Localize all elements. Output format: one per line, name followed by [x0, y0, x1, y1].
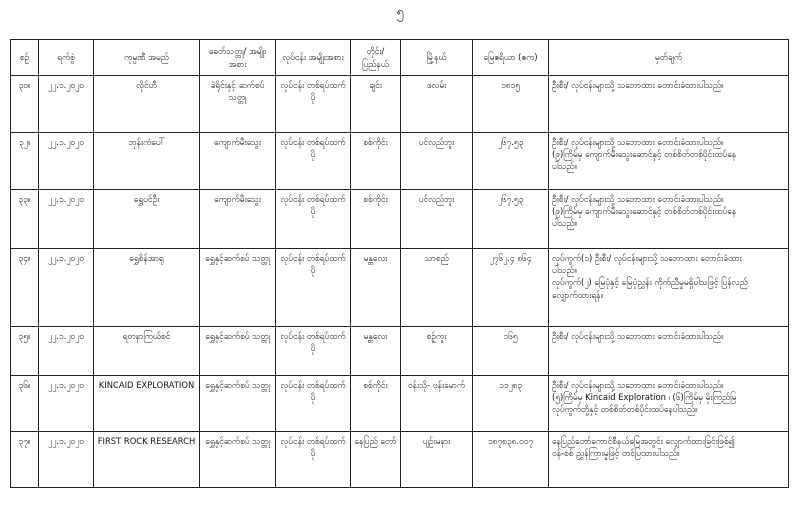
cell-date: ၂၂.၁.၂၀၂၀	[39, 432, 94, 488]
remark-line: လျှောက်ထားရန်။	[552, 289, 604, 300]
cell-date: ၂၂.၁.၂၀၂၀	[39, 249, 94, 327]
remark-line: ဦးစီး/ လုပ်ငန်းများသို့ သဘောထား တောင်းခံထားပါသည်။	[552, 331, 724, 341]
table-row	[11, 76, 789, 133]
cell-area: ၂၇၆၂.၄ ၈၆၄	[473, 249, 549, 327]
applications-table	[10, 39, 789, 488]
cell-region: မန္တလေး	[351, 249, 401, 327]
cell-company: ရတနာကြယ်စင်	[94, 327, 200, 376]
cell-remarks	[549, 76, 789, 133]
header-no: စဉ်	[11, 40, 39, 76]
cell-township: စဉ့်ကူး	[401, 327, 473, 376]
cell-mineral: ရွှေနှင့်ဆက်စပ် သတ္တု	[200, 249, 276, 327]
cell-area: ၁၈၁၅	[473, 76, 549, 133]
table-row	[11, 376, 789, 432]
cell-township: သာစည်	[401, 249, 473, 327]
header-row	[11, 40, 789, 76]
cell-no: ၃၂။	[11, 133, 39, 190]
cell-area: ၁၆၅	[473, 327, 549, 376]
cell-work-type: လုပ်ငန်း တစ်ရပ်ထက်ပို	[276, 76, 351, 133]
cell-no: ၃၄။	[11, 249, 39, 327]
cell-company: ရွှေပင်ဦး	[94, 190, 200, 249]
cell-region: စစ်ကိုင်း	[351, 190, 401, 249]
cell-remarks	[549, 249, 789, 327]
cell-date: ၂၂.၁.၂၀၂၀	[39, 190, 94, 249]
header-company: ကုမ္ပဏီ အမည်	[94, 40, 200, 76]
remark-line: (၉)ကြိမ်မှ ကျောက်မီးသွေးဆောင်နှင့် တစ်စိတ်တစ်ပိုင်းထပ်နေ	[552, 149, 737, 160]
cell-work-type: လုပ်ငန်း တစ်ရပ်ထက်ပို	[276, 376, 351, 432]
cell-region: ချင်း	[351, 76, 401, 133]
cell-mineral: ခဲရိုင်းနှင့် ဆက်စပ်သတ္တု	[200, 76, 276, 133]
cell-company: FIRST ROCK RESEARCH	[94, 432, 200, 488]
cell-area: ၂၆၇.၅၃	[473, 190, 549, 249]
cell-no: ၃၇။	[11, 432, 39, 488]
cell-remarks	[549, 376, 789, 432]
remark-line: ပါသည်။	[552, 218, 577, 229]
cell-mineral: ကျောက်မီးသွေး	[200, 133, 276, 190]
remark-line: ဦးစီး/ လုပ်ငန်းများသို့ သဘောထား တောင်းခံထားပါသည်။	[552, 194, 724, 204]
remark-line: (၉)ကြိမ်မှ ကျောက်မီးသွေးဆောင်နှင့် တစ်စိတ်တစ်ပိုင်းထပ်နေ	[552, 206, 737, 217]
page-number: ၅	[396, 5, 404, 20]
cell-township: ဖလမ်း	[401, 76, 473, 133]
cell-company: ဘုန်းကံပေါ်	[94, 133, 200, 190]
cell-date: ၂၂.၁.၂၀၂၀	[39, 327, 94, 376]
cell-no: ၃၀။	[11, 76, 39, 133]
cell-township: ဝန်းသို- ဗန်းမောက်	[401, 376, 473, 432]
remark-line: လုပ်ကွက်တို့နှင့် တစ်စိတ်တစ်ပိုင်းထပ်နေပါသည်။	[552, 404, 698, 415]
cell-remarks	[549, 327, 789, 376]
cell-region: စစ်ကိုင်း	[351, 376, 401, 432]
cell-mineral: ရွှေနှင့်ဆက်စပ် သတ္တု	[200, 376, 276, 432]
header-region: တိုင်း/ ပြည်နယ်	[351, 40, 401, 76]
remark-line: (၅)ကြိမ်မှ Kincaid Exploration ၊ (၆)ကြိမ်မှ မိုးကြည်မြ	[552, 392, 737, 403]
remark-line: ဝန်-စစ် ညွှန်ကြားမှုဖြင့် တင်ပြထားပါသည်။	[552, 448, 680, 459]
remark-line: ဦးစီး/ လုပ်ငန်းများသို့ သဘောထား တောင်းခံထားပါသည်။	[552, 80, 724, 90]
cell-work-type: လုပ်ငန်း တစ်ရပ်ထက်ပို	[276, 190, 351, 249]
cell-area: ၂၆၇.၅၃	[473, 133, 549, 190]
cell-company: KINCAID EXPLORATION	[94, 376, 200, 432]
cell-company: ရွှေစိန်အာရု	[94, 249, 200, 327]
cell-work-type: လုပ်ငန်း တစ်ရပ်ထက်ပို	[276, 249, 351, 327]
remark-line: လုပ်ကွက်(၂) မြေပုံနှင့် မြေပုံညွှန်း ကိုက်ညီမှုမရှိပါသဖြင့် ပြန်လည်	[552, 277, 748, 288]
cell-work-type: လုပ်ငန်း တစ်ရပ်ထက်ပို	[276, 432, 351, 488]
cell-mineral: ကျောက်မီးသွေး	[200, 190, 276, 249]
table-row	[11, 327, 789, 376]
table-row	[11, 190, 789, 249]
cell-date: ၂၂.၁.၂၀၂၀	[39, 376, 94, 432]
remark-line: ဦးစီး/ လုပ်ငန်းများသို့ သဘောထား တောင်းခံထားပါသည်။	[552, 380, 724, 390]
cell-remarks	[549, 432, 789, 488]
cell-township: ပင်လည်ဘူး	[401, 133, 473, 190]
cell-mineral: ရွှေနှင့်ဆက်စပ် သတ္တု	[200, 432, 276, 488]
header-date: ရက်စွဲ	[39, 40, 94, 76]
cell-mineral: ရွှေနှင့်ဆက်စပ် သတ္တု	[200, 327, 276, 376]
cell-area: ၁၁၂၈၃	[473, 376, 549, 432]
cell-work-type: လုပ်ငန်း တစ်ရပ်ထက်ပို	[276, 327, 351, 376]
cell-no: ၃၃။	[11, 190, 39, 249]
cell-date: ၂၂.၁.၂၀၂၀	[39, 133, 94, 190]
remark-line: လုပ်ကွက်(၁) ဦးစီး/ လုပ်ငန်းများသို့ သဘောထား တောင်းခံထား	[552, 253, 742, 263]
cell-no: ၃၆။	[11, 376, 39, 432]
header-remarks: မှတ်ချက်	[549, 40, 789, 76]
header-area: မြေဧရိယာ (ဧက)	[473, 40, 549, 76]
cell-township: ပျဉ်းမနား	[401, 432, 473, 488]
remark-line: ပါသည်။	[552, 161, 577, 172]
remark-line: ဦးစီး/ လုပ်ငန်းများသို့ သဘောထား တောင်းခံထားပါသည်။	[552, 137, 724, 147]
header-township: မြို့နယ်	[401, 40, 473, 76]
remark-line: ပါသည်။	[552, 265, 577, 276]
cell-no: ၃၅။	[11, 327, 39, 376]
table-row	[11, 249, 789, 327]
cell-company: လိုင်ဟီ	[94, 76, 200, 133]
cell-remarks	[549, 190, 789, 249]
cell-date: ၂၂.၁.၂၀၂၀	[39, 76, 94, 133]
header-permit-type: ခေတ်သတ္တု/ အမျိုးအစား	[200, 40, 276, 76]
remark-line: နေပြည်တော်ကောင်စီနယ်မြေအတွင်း လျှောက်ထားခြင်းဖြစ်၍	[552, 436, 735, 446]
header-work-type: လုပ်ငန်း အမျိုးအစား	[276, 40, 351, 76]
cell-area: ၁၈၇၈၃၈.၀၀၇	[473, 432, 549, 488]
table-row	[11, 133, 789, 190]
cell-township: ပင်လည်ဘူး	[401, 190, 473, 249]
table-row	[11, 432, 789, 488]
cell-region: မန္တလေး	[351, 327, 401, 376]
cell-region: စစ်ကိုင်း	[351, 133, 401, 190]
cell-remarks	[549, 133, 789, 190]
cell-region: နေပြည် တော်	[351, 432, 401, 488]
cell-work-type: လုပ်ငန်း တစ်ရပ်ထက်ပို	[276, 133, 351, 190]
